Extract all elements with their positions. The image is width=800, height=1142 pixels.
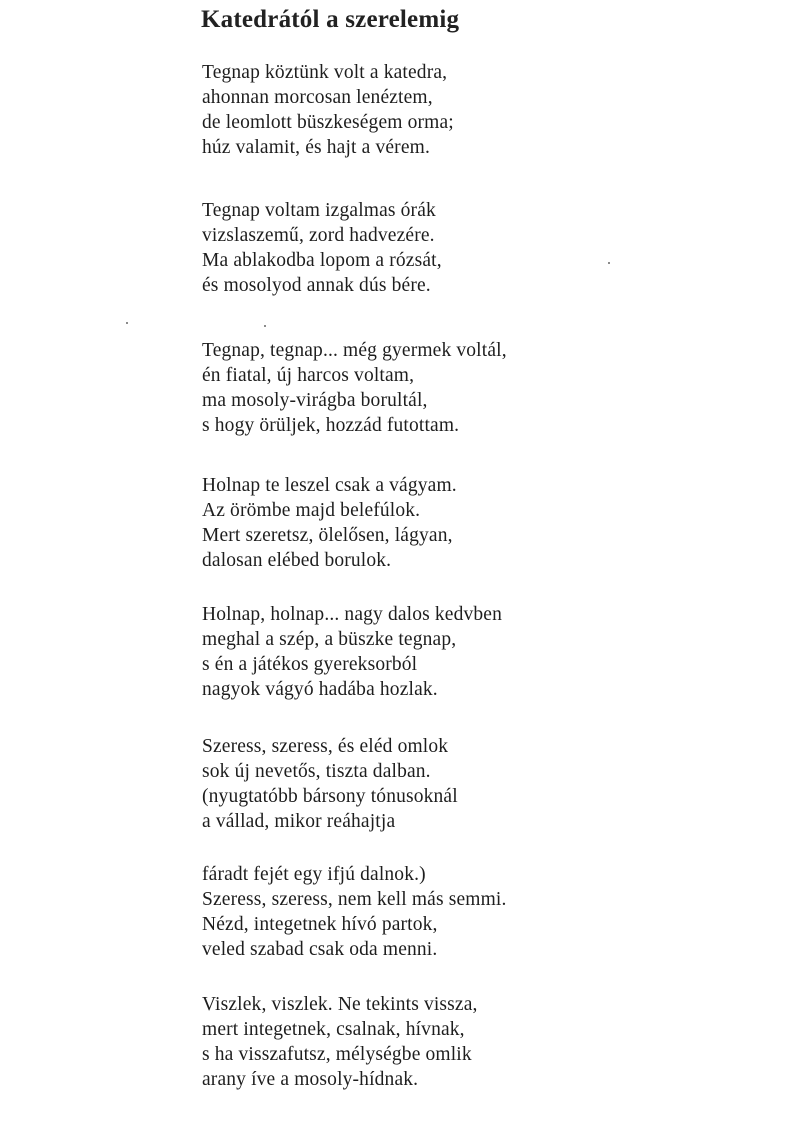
poem-line: nagyok vágyó hadába hozlak. bbox=[202, 679, 438, 700]
poem-line: dalosan elébed borulok. bbox=[202, 550, 392, 571]
scan-speck bbox=[608, 262, 610, 264]
poem-line: (nyugtatóbb bársony tónusoknál bbox=[202, 786, 458, 807]
poem-line: fáradt fejét egy ifjú dalnok.) bbox=[202, 864, 426, 885]
poem-line: Holnap, holnap... nagy dalos kedvben bbox=[202, 604, 503, 625]
poem-line: Tegnap voltam izgalmas órák bbox=[202, 200, 436, 221]
poem-line: de leomlott büszkeségem orma; bbox=[202, 112, 454, 133]
poem-line: s ha visszafutsz, mélységbe omlik bbox=[202, 1044, 472, 1065]
poem-line: arany íve a mosoly-hídnak. bbox=[202, 1069, 419, 1090]
poem-line: Ma ablakodba lopom a rózsát, bbox=[202, 250, 442, 271]
poem-line: én fiatal, új harcos voltam, bbox=[202, 365, 415, 386]
stanza-7 bbox=[202, 862, 506, 962]
poem-line: Tegnap, tegnap... még gyermek voltál, bbox=[202, 340, 507, 361]
poem-line: húz valamit, és hajt a vérem. bbox=[202, 137, 430, 158]
poem-line: Tegnap köztünk volt a katedra, bbox=[202, 62, 448, 83]
poem-title: Katedrától a szerelemig bbox=[201, 6, 460, 33]
poem-line: a vállad, mikor reáhajtja bbox=[202, 811, 396, 832]
stanza-1 bbox=[202, 60, 454, 160]
stanza-8 bbox=[202, 992, 478, 1092]
poem-line: Mert szeretsz, ölelősen, lágyan, bbox=[202, 525, 453, 546]
stanza-6 bbox=[202, 734, 458, 834]
poem-line: mert integetnek, csalnak, hívnak, bbox=[202, 1019, 465, 1040]
poem-line: Szeress, szeress, nem kell más semmi. bbox=[202, 889, 507, 910]
stanza-5 bbox=[202, 602, 502, 702]
poem-line: sok új nevetős, tiszta dalban. bbox=[202, 761, 431, 782]
scan-speck bbox=[126, 322, 128, 324]
poem-line: Holnap te leszel csak a vágyam. bbox=[202, 475, 457, 496]
poem-line: Az örömbe majd belefúlok. bbox=[202, 500, 421, 521]
poem-line: meghal a szép, a büszke tegnap, bbox=[202, 629, 457, 650]
poem-line: ma mosoly-virágba borultál, bbox=[202, 390, 428, 411]
poem-line: veled szabad csak oda menni. bbox=[202, 939, 438, 960]
stanza-2 bbox=[202, 198, 442, 298]
poem-line: és mosolyod annak dús bére. bbox=[202, 275, 431, 296]
poem-line: Viszlek, viszlek. Ne tekints vissza, bbox=[202, 994, 478, 1015]
poem-line: vizslaszemű, zord hadvezére. bbox=[202, 225, 435, 246]
poem-line: ahonnan morcosan lenéztem, bbox=[202, 87, 433, 108]
poem-line: s én a játékos gyereksorból bbox=[202, 654, 418, 675]
poem-line: Nézd, integetnek hívó partok, bbox=[202, 914, 438, 935]
scan-speck bbox=[264, 325, 266, 327]
stanza-4 bbox=[202, 473, 457, 573]
stanza-3 bbox=[202, 338, 507, 438]
poem-line: s hogy örüljek, hozzád futottam. bbox=[202, 415, 460, 436]
poem-line: Szeress, szeress, és eléd omlok bbox=[202, 736, 449, 757]
